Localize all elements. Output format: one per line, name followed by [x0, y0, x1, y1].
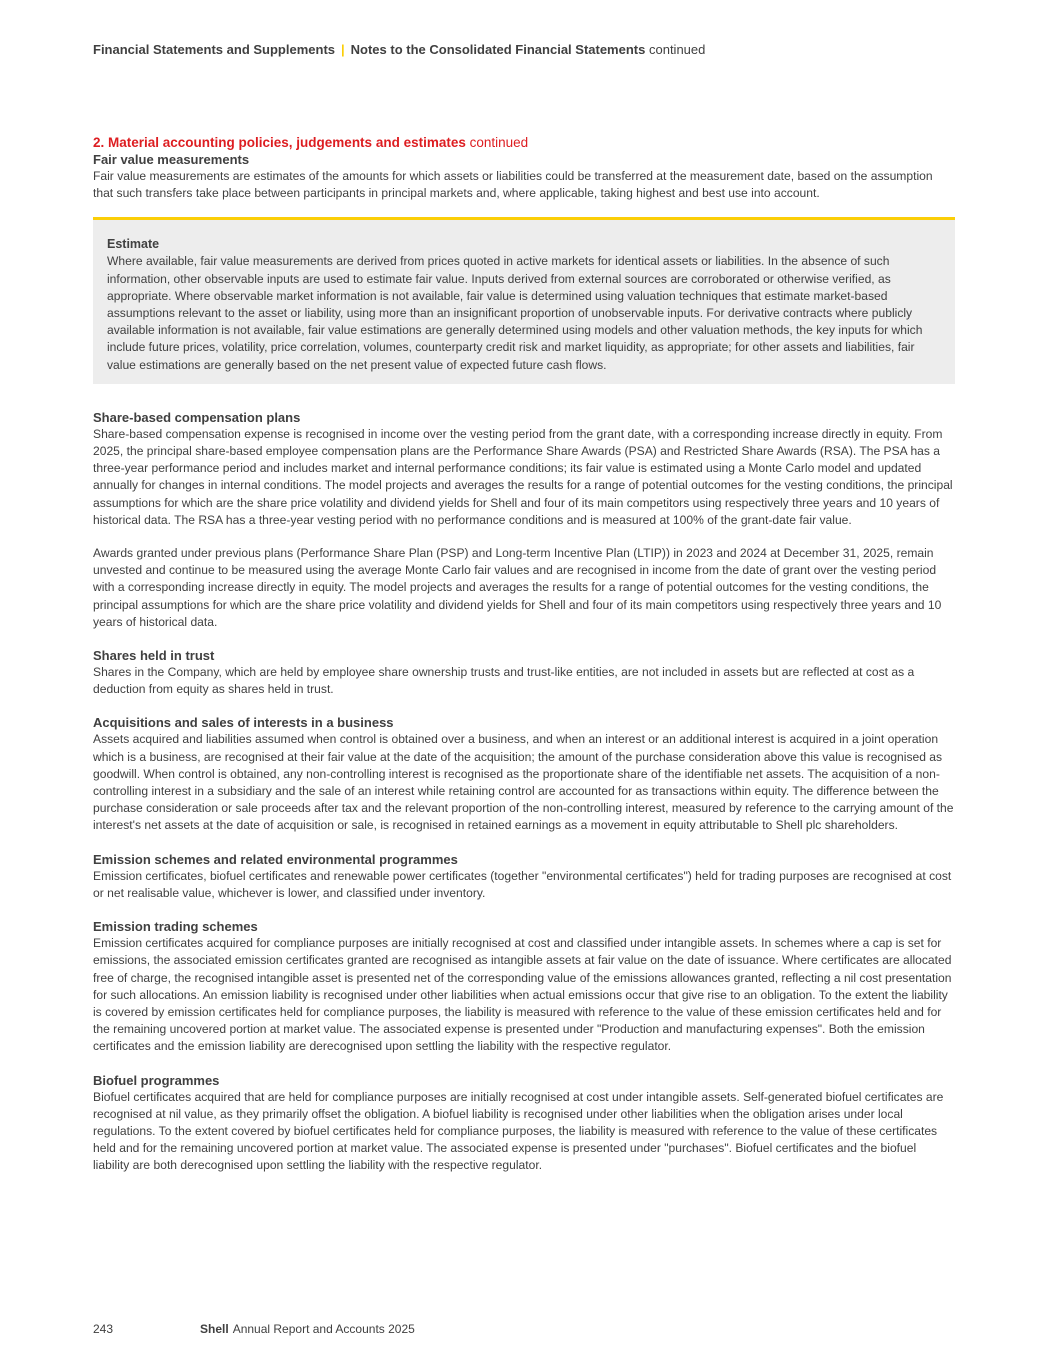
biofuel-body: Biofuel certificates acquired that are held for compliance purposes are initially recognised at cost under intangible assets. Self-generated biofuel certificates are recognised at nil value, as they primarily offset the obligation. A biofuel liability is recognised under other liabilities when the obligation arises under local regulations. To the extent covered by biofuel certificates held for compliance purposes, the liability is measured with reference to the value of these certificates held and for the remaining uncovered portion at market value. The associated expense is presented under "purchases". Biofuel certificates and the biofuel liability are both derecognised upon settling the liability with the respective regulator.: [93, 1089, 944, 1173]
header-section: Financial Statements and Supplements: [93, 42, 335, 57]
section-title: [93, 135, 955, 151]
emission-trading-heading: Emission trading schemes: [93, 919, 258, 935]
section-title-continued: continued: [469, 135, 529, 150]
page-number: 243: [93, 1322, 114, 1336]
emission-trading-body: Emission certificates acquired for compliance purposes are initially recognised at cost and classified under intangible assets. In schemes where a cap is set for emissions, the associated emission certificates granted are recognised as intangible assets at fair value on the date of issuance. Where certificates are allocated free of charge, the recognised intangible asset is presented net of the corresponding value of the emissions allowances granted, reflecting a nil cost presentation for such allocations. An emission liability is recognised under other liabilities when actual emissions occur that give rise to an obligation. To the extent the liability is covered by emission certificates held for compliance purposes, the liability is measured with reference to the value of these emission certificates held and for the remaining uncovered portion at market value. The associated expense is presented under "Production and manufacturing expenses". Both the emission certificates and the emission liability are derecognised upon settling the liability with the respective regulator.: [93, 936, 952, 1054]
footer-brand: Shell: [200, 1322, 229, 1336]
page-footer: [93, 1322, 415, 1336]
header-separator: |: [341, 42, 345, 57]
emission-schemes-heading: Emission schemes and related environmental programmes: [93, 851, 458, 867]
emission-schemes-body: Emission certificates, biofuel certificates and renewable power certificates (together "environmental certificates") held for trading purposes are recognised at cost or net realisable value, whichever is lower, and classified under inventory.: [93, 868, 952, 900]
estimate-heading: Estimate: [107, 237, 160, 252]
fair-value-heading: Fair value measurements: [93, 152, 250, 167]
fair-value-body: Fair value measurements are estimates of the amounts for which assets or liabilities could be transferred at the measurement date, based on the assumption that such transfers take place between participants in principal markets and, where applicable, taking highest and best use into account.: [93, 169, 933, 201]
section-title-main: 2. Material accounting policies, judgements and estimates: [93, 135, 466, 150]
estimate-body: Where available, fair value measurements are derived from prices quoted in active markets for identical assets or liabilities. In the absence of such information, other observable inputs are used to estimate fair value. Inputs derived from external sources are corroborated or otherwise verified, as appropriate. Where observable market information is not available, fair value is determined using valuation techniques that estimate market-based assumptions relevant to the asset or liability, using more than an insignificant proportion of unobservable inputs. For derivative contracts where publicly available information is not available, fair value estimations are generally determined using models and other valuation methods, the key inputs for which include future prices, volatility, price correlation, volumes, counterparty credit risk and market liquidity, as appropriate; for other assets and liabilities, fair value estimations are generally based on the net present value of expected future cash flows.: [107, 254, 923, 372]
header-notes: Notes to the Consolidated Financial Statements: [350, 42, 646, 57]
acquisitions-body: Assets acquired and liabilities assumed when control is obtained over a business, and when an interest or an additional interest is acquired in a joint operation which is a business, are recognised at their fair value at the date of the acquisition; the amount of the purchase consideration above this value is recognised as goodwill. When control is obtained, any non-controlling interest is recognised as the proportionate share of the identifiable net assets. The acquisition of a non-controlling interest in a subsidiary and the sale of an interest while retaining control are accounted for as transactions within equity. The difference between the purchase consideration or sale proceeds after tax and the relevant proportion of the non-controlling interest, measured by reference to the carrying amount of the interest's net assets at the date of acquisition or sale, is recognised in retained earnings as a movement in equity attributable to Shell plc shareholders.: [93, 732, 954, 833]
running-header: [93, 42, 705, 57]
share-based-heading: Share-based compensation plans: [93, 409, 301, 425]
acquisitions-heading: Acquisitions and sales of interests in a business: [93, 715, 394, 731]
main-content: [93, 135, 955, 1175]
share-based-para-1: Share-based compensation expense is recognised in income over the vesting period from the grant date, with a corresponding increase directly in equity. From 2025, the principal share-based employee compensation plans are the Performance Share Awards (PSA) and Restricted Share Awards (RSA). The PSA has a three-year performance period and includes market and internal performance conditions; its fair value is estimated using a Monte Carlo model and updated annually for changes in internal conditions. The model projects and averages the results for a range of potential outcomes for the vesting conditions, the principal assumptions for which are the share price volatility and dividend yields for Shell and four of its main competitors using respectively three years and 10 years of historical data. The RSA has a three-year vesting period with no performance conditions and is measured at 100% of the grant-date fair value.: [93, 426, 953, 527]
biofuel-heading: Biofuel programmes: [93, 1072, 220, 1088]
estimate-box: [93, 217, 955, 383]
header-continued: continued: [648, 42, 706, 57]
shares-trust-heading: Shares held in trust: [93, 648, 215, 664]
share-based-para-2: Awards granted under previous plans (Performance Share Plan (PSP) and Long-term Incentive Plan (LTIP)) in 2023 and 2024 at December 31, 2025, remain unvested and continue to be measured using the average Monte Carlo fair values and are recognised in income from the date of grant over the vesting period with a corresponding increase directly in equity. The model projects and averages the results for a range of potential outcomes for the vesting conditions, the principal assumptions for which are the share price volatility and dividend yields for Shell and four of its main competitors using respectively three years and 10 years of historical data.: [93, 546, 942, 629]
shares-trust-body: Shares in the Company, which are held by employee share ownership trusts and trust-like entities, are not included in assets but are reflected at cost as a deduction from equity as shares held in trust.: [93, 665, 915, 697]
footer-report: Annual Report and Accounts 2025: [232, 1322, 415, 1336]
